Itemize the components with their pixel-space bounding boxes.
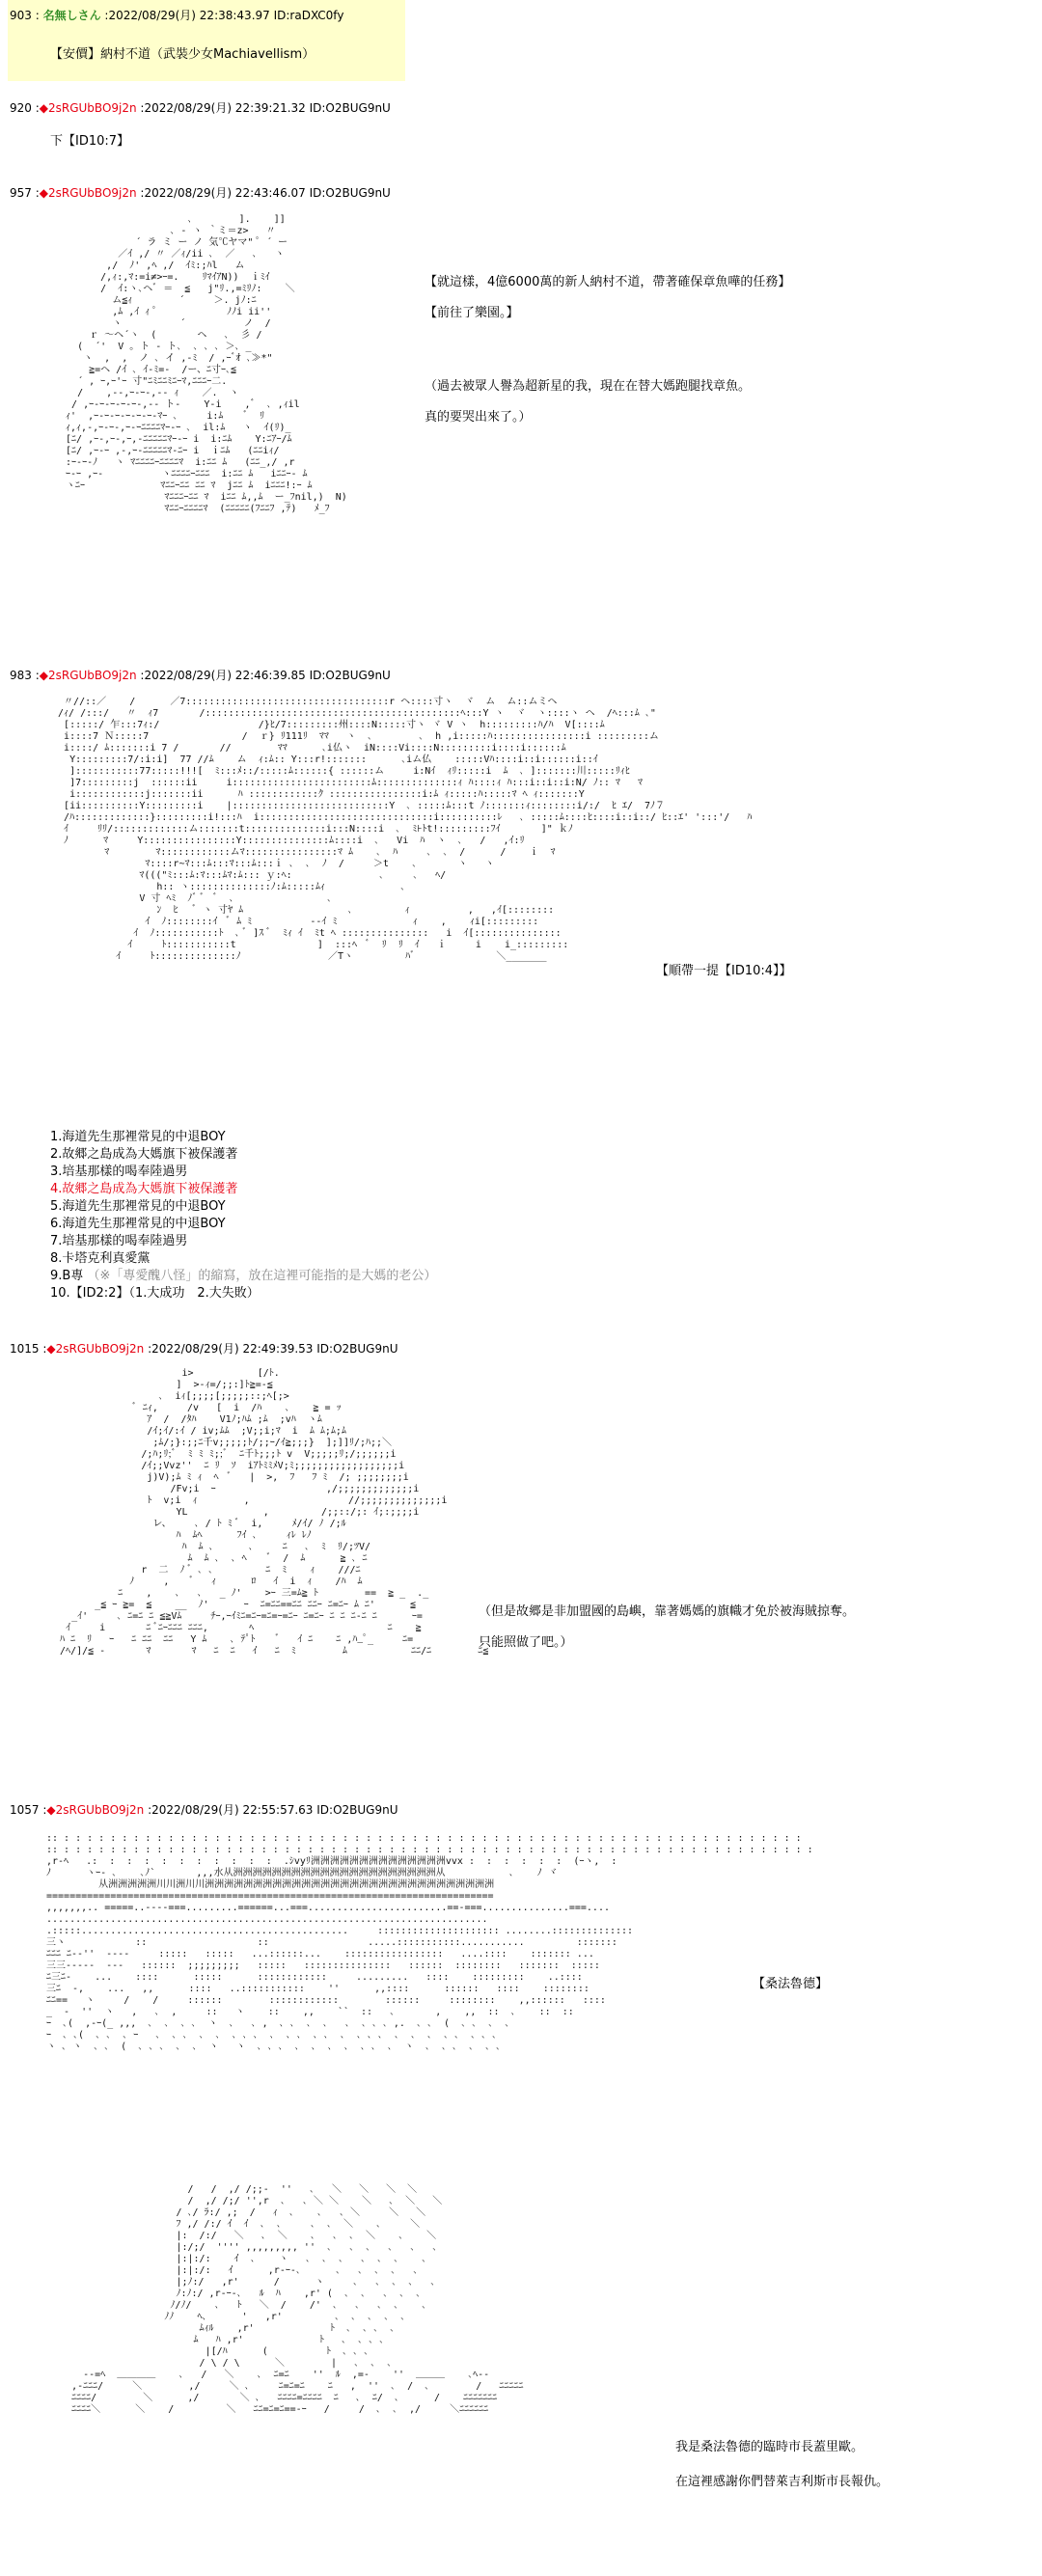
- post-body-903: 【安價】納村不道（武裝少女Machiavellism）: [50, 47, 315, 62]
- side-note: 【桑法魯德】: [753, 1977, 829, 1991]
- narration-line: （但是故郷是非加盟國的島嶼，靠著媽媽的旗幟才免於被海賊掠奪。: [479, 1604, 856, 1619]
- post-header-1057: 1057 :◆2sRGUbBO9j2n :2022/08/29(月) 22:55:57.63 ID:O2BUG9nU: [10, 1803, 398, 1817]
- list-item-note: （※「專愛醜八怪」的縮寫，放在這裡可能指的是大媽的老公）: [87, 1269, 437, 1283]
- post-meta: 2022/08/29(月) 22:55:57.63 ID:O2BUG9nU: [151, 1803, 398, 1817]
- post-number[interactable]: 920: [10, 101, 32, 115]
- post-header-957: 957 :◆2sRGUbBO9j2n :2022/08/29(月) 22:43:46.07 ID:O2BUG9nU: [10, 186, 391, 200]
- narration-line: 只能照做了吧。）: [479, 1635, 573, 1650]
- ascii-art-character: i> [/ﾄ. ] >-ｨ=/;;:]ﾄ≧=-≦ ､ iｨ[;;;;[;;;;;::;ﾍ[;> ﾞ ﾆｨ, /v [ i /ﾊ ､ ≧ = ｯ ｱ / /ﾀﾊ V1ﾉ;ﾊﾑ ;ﾑ ;vﾊ ヽﾑ /ｲ;ｲ/:ｲ / iv;ﾑﾑ ;V;;i;ﾏ i ﾑ ﾑ;ﾑ;ﾑ ;ﾑ/;}:;;ﾆ千v;;;;;ﾄ/;;ｰ/ｲ≧;;;} ];]]ﾘ/;ﾊ;;＼ /;ﾊ;ﾘ;ﾞ ﾐ ﾐ ﾐ;;ﾞ ﾆ千ﾄ;;;ﾄ v V;;;;;ﾘ;/;;;;;;i /ｲ;;Vvz'' ﾆ ﾘ ｿ iｱﾄﾐﾐﾒV;ﾐ;;;;;;;;;;;;;;;;;;i j)V);ﾑ ﾐ ｨ ﾍ ﾞ | >, ﾌ ﾌ ﾐ /; ;;;;;;;;i /Fv;i ｰ ,/;;;;;;;;;;;;;i ﾄ v;i ｨ , //;;;;;;;;;;;;;;i YL , /;;::/;: ｲ;:;;;;i レ、 ､ / ﾄ ﾐ ﾞ i, ﾒ/ｲ/ ﾉ /;ﾙ ﾊ ﾑﾍ ﾌｲ ､ ｨﾚ ﾚﾉ ﾊ ﾑ ､ ､ ﾆ ､ ﾐ ﾘ/;ﾂV/ ﾑ ﾑ ､ ､ ﾍ ﾞ / ﾑ ≧ ､ ﾆ r 二 ﾉ ﾞ ､ ､ ﾆ ﾐ ｨ ///ﾆ ﾉ , ﾞ ｨ ﾛ ｲ i ｨ /ﾊ ﾑ ﾆ , ､ ､ _ ﾉ' >ｰ 三=ﾑ≧ ﾄ == ≧ _ ._ _≦ ｰ ≧= ≦ __ ﾉ' ｰ ﾆ=ﾆﾆ==ﾆﾆ ﾆﾆｰ ﾆ=ﾆｰ ﾑ ﾆ' ≦ _ｲ' ､ ﾆ=ﾆ ﾆ ≦≧Vﾑ ﾁｰ,ｰｲﾐﾆ=ﾆｰ=ﾆ=ｰ=ﾆｰ ﾆ=ﾆｰ ﾆ ﾆ ﾆ-ﾆ ﾆ ｰ= ｲ i ﾆ ﾞﾆｰﾆﾆﾆ ﾆﾆﾆ, ﾍ ﾆ ≧ ﾊ ﾆ ﾘ ｰ ﾆ ﾆﾆ ﾆﾆ Y ﾑ ､ ﾃﾟﾄ ﾞ ｲ ﾆ ﾆ ,ﾊ_ﾟ_ ﾆ= /ﾍ/]/≦ - ﾏ ﾏ ﾆ ﾆ ｲ ﾆ ﾐ ﾑ ﾆﾆ/ﾆ ﾆ≦: [60, 1368, 489, 1657]
- dialogue-line: 在這裡感謝你們替萊吉利斯市長報仇。: [675, 2475, 890, 2489]
- post-number[interactable]: 1015: [10, 1342, 40, 1356]
- list-item-text: 9.B專: [50, 1269, 84, 1283]
- post-number[interactable]: 983: [10, 669, 32, 682]
- narration-line: 【就這樣，4億6000萬的新人納村不道，帶著確保章魚嘩的任務】: [425, 275, 791, 289]
- list-item: 7.培基那樣的喝奉陸過男: [50, 1234, 188, 1248]
- list-item-selected: 4.故郷之島成為大媽旗下被保護著: [50, 1182, 238, 1196]
- poster-trip[interactable]: 2sRGUbBO9j2n: [48, 669, 137, 682]
- ascii-art-cityscape: :: : : : : : : : : : : : : : : : : : : : : : : : : : : : : : : : : : : : : : : : : : : : : : : : : : : : : : : : : : : : : : : : : :: : : : : : : : : : : : : : : : : : : : : : : : : : : : : : : : : : : : : : : : : : : : : : : : : : : : : : : : : : : : : : : : : : ,r‐ﾍ .: : : : : : : : : : : .ｼvyﾘ洲洲洲洲洲洲洲洲洲洲洲洲洲洲vvx : : : : : : (ｰヽ, : ﾉ ヽｰ- ､ ､ﾉ` ,,,水从洲洲洲洲洲洲洲洲洲洲洲洲洲洲洲洲洲洲洲洲洲从 ､ ﾉ ヾ 从洲洲洲洲洲川川洲川川洲洲洲洲洲洲洲洲洲洲洲洲洲洲洲洲洲洲洲洲洲洲洲洲洲洲洲洲洲洲 ============================================================================= ,,,,,,,.. =====..----===.........======...===........................==-===...............===.... ............................................................................ .:::::.............................................. ::::::::::::::::::::: ........:::::::::::::: 三ヽ :: :: .....:::::::::::........... ::::::: ﾆﾆﾆ ﾆ--'' ---- ::::: ::::: ...::::::... ::::::::::::::::: ....:::: ::::::: ... 三三----- --- :::::: ;;;;;;;;; ::::: ::::::::::::::: :::::: :::::::: ::::::: ::::: ﾆ三ﾆ- ... :::: ::::: :::::::::::: ......... :::: ::::::::: ..:::: 三ﾆ -, ... ,, :::: ..::::::::::: '' ,,:::: :::::: :::: :::::::: ﾆﾆ== ヽ / / :::::: :::::::::::: :::::: :::::::: ,,:::::: :::: _ - '' ヽ , ､ , :: ヽ :: ,, `` :: ､ , ,, :: ､ :: :: ｰ ､( ,-ｰ(_ ,,, ､ ､ ､ ､ ヽ ､ ､ , ､ ､ ､ ､ ､ ､ ､ ､ ,. ､ ､ ( ､ ､ ､ ､ ｰ ､ ､( ､ ､ ､ ｰ ､ ､ ､ ､ ､ ､ ､ ､ ､ ､ ､ ､ ､ ､ ､ ､ ､ ､ ､ ､ ､ ､ ､ ､ ､ ヽ ､ ヽ ､ ､ ( ､ ､ ､ ､ ､ ヽ ヽ ､ ､ ､ ､ ､ ､ ､ ､ ､ ､ ヽ ､ ､ ､ ､ ､ ､: [46, 1833, 813, 2052]
- list-item: 3.培基那樣的喝奉陸過男: [50, 1165, 188, 1179]
- post-header-903: 903 : 名無しさん :2022/08/29(月) 22:38:43.97 ID:raDXC0fy: [10, 9, 344, 22]
- narration-line: 【前往了樂園。】: [425, 306, 519, 320]
- ascii-art-character: / / ,/ /;;- '' ､ ＼ ＼ ＼ ＼ / ,/ /;/ '',r ､ ､ ＼ ＼ ＼ ､ ＼ ＼ / ､/ ﾗ:/ ,; / ｨ ､ ､ ､ ＼ ＼ ＼ ﾌ ,/ /:/ ｲ ｲ ､ ､ ､ ､ ＼ ､ ＼ |: /:/ ＼ ､ ＼ ､ ､ ､ ＼ ､ ＼ |:/;/ '''' ,,,,,,,,, '' ､ ､ ､ ､ ､ ､ |:|:/: ｲ ､ ヽ ､ ､ ､ ､ ､ ､ ､ |:|:/: ｲ ,r-ｰ-､ ､ ､ ､ ､ ､ |;ﾉ:/ ,r' / ヽ ､ ､ ､ ､ ､ ﾉ:ﾉ:/ ,r-ｰ-､ ﾙ ﾊ ,r' ( ､ ､ ､ ､ ､ ﾉ/ﾉ/ ､ ﾄ ＼ / /' ､ ､ ､ ､ ､ ﾉﾉ ﾍ､ ' ,r' ､ ､ ､ ､ ､ ﾑｨﾙ ,r' ﾄ ､ ､ ､ ､ ﾑ ﾊ ,r' ﾄ ､ ､ ､ ､ |[/ﾊ ( ﾄ ､ ､ ､ / \ / \ ＼ | ､ ､ ､ --=ﾍ ＿＿＿＿ ､ / ＼ ､ ﾆ=ﾆ '' ﾙ ,=- '' ＿＿＿ ､ﾍ-- ,-ﾆﾆﾆ/ ＼ ,/ ＼ ､ ﾆ=ﾆ=ﾆ ﾆ , '' ､ / ､ / ﾆﾆﾆﾆﾆ ﾆﾆﾆﾆ/ ＼ ,/ ＼ ､ ﾆﾆﾆﾆ=ﾆﾆﾆﾆ ﾆ ､ ﾆ/ ､ / ﾆﾆﾆﾆﾆﾆﾆ ﾆﾆﾆﾆ＼ ＼ / ＼ ﾆﾆ=ﾆ=ﾆ==-ｰ / / ､ ､ ,/ ＼ﾆﾆﾆﾆﾆﾆ: [71, 2184, 524, 2415]
- choice-list: [50, 1129, 436, 1302]
- poster-trip[interactable]: 2sRGUbBO9j2n: [55, 1342, 145, 1356]
- post-body-920: 下【ID10:7】: [50, 134, 130, 149]
- list-item: 1.海道先生那裡常見的中退BOY: [50, 1130, 226, 1144]
- diamond-icon: ◆: [39, 669, 48, 682]
- post-number[interactable]: 903: [10, 9, 32, 22]
- side-note: 【順帶一提【ID10:4】】: [656, 964, 792, 978]
- ascii-art-character: ､ ]. ]] ､ - ヽ ｀ミ＝z> 〃 ´ ラ ミ ー ノ 気℃ヤマ" ﾟ ´ ー ／ｲ ,/ 〃 ／ｨ/ii ､ ／ ､ ヽ ,/ ﾉ' ,ﾍ ,/ ｲﾐ:;ﾊl ム /,ｨ:,ﾏ:=i≠>ｰ=. ﾘﾏｲｱN)) ｉﾐｲ / ｲ:ヽ､ヘﾞ ＝ ≦ j"ﾘ.,=ﾐﾘﾉ: ＼ ム≦ｨ ´ ＞. jﾉ:ﾆ ,ﾑ ,ｲ ｨ ﾟ ﾉﾉi ii'' ヽ ´ ノ / ｒ ～ヘ´ヽ ( ヘ ､ 彡 / ( ´' V ｡ ト - ト､ ､ ､ ､ ＞､ _ ヽ , , ノ ､ イ ,-ﾐ / ,ｰﾞｵ ､≫*" ≧=ヘ /ｲ ､ ｲ-ﾐ=- /ー、ﾆ寸ｰ､≦ ´ , ｰ,ｰ'ｰ 寸"ﾆﾐﾆﾆﾐﾆｰﾏ,ﾆﾆﾆｰ二. / ,--,ｰ-ｰ-,-- ｨ ／. ヽ / ,ｰ-ｰ-ｰ-ｰ-ｰ-,-- ト- Y-i ,ﾞ ､ ,ｨil ｨ' ,ｰ-ｰ-ｰ-ｰ-ｰ-ｰ-ﾏｰ ､ i:ﾑ ﾞ ﾘ ｨ,ｨ,-,ｰ-ｰ-,ｰ-ｰﾆﾆﾆﾆﾏｰ-ｰ ､ il:ﾑ ヽ ｲ(ﾘ)_ [ﾆ/ ,ｰ-,ｰ-,ｰ,-ﾆﾆﾆﾆﾆﾏｰ-ｰ i i:ﾆﾑ Y:ﾆｱｰ/ﾑ [ﾆ/ ,ｰ-ｰ ,-,ｰ-ﾆﾆﾆﾆﾆﾏ-ﾆｰ i ｉﾆﾑ (ﾆﾆiｨ/ :ｰ-ｰ-ﾉ ヽ ﾏﾆﾆﾆﾆｰﾆﾆﾆﾆﾏ i:ﾆﾆ ﾑ (ﾆﾆ_,/ ,r ｰ-ｰ ,ｰ- ヽﾆﾆﾆﾆｰﾆﾆﾆ i:ﾆﾆ ﾑ iﾆﾆｰ- ﾑ ヽﾆｰ ﾏﾆﾆｰﾆﾆ ﾆﾆ ﾏ jﾆﾆ ﾑ iﾆﾆﾆ!:ｰ ﾑ ﾏﾆﾆﾆｰﾆﾆ ﾏ iﾆﾆ ﾑ,,ﾑ ー_ﾌnil,) N) ﾏﾆﾆｰﾆﾆﾆﾆﾏ (ﾆﾆﾆﾆﾆ(ﾌﾆﾆﾌ ,ﾃ) ﾒ_ﾌ: [66, 214, 347, 514]
- diamond-icon: ◆: [39, 101, 48, 115]
- ascii-art-character: 〃//::／ / ／7:::::::::::::::::::::::::::::::::::r ヘ::::寸ヽ ヾ ム ム::ムミヘ /ｨ/ /:::/ 〃 ｨ7 /::::::::::::::::::::::::::::::::::::::::::::ﾍ:::Y ヽ ヾ ヽ::::ヽ ヘ /ﾍ:::ﾑ ､" [:::::/ 乍:::7ｨ:/ /}ﾋ/7:::::::::州::::N:::::寸ヽ ヾ V ヽ h:::::::::ﾊ/ﾊ V[::::ﾑ i::::7 Ｎ:::::7 / ｒ} ﾘ111ﾘ ﾏﾏ ヽ ､ ､ h ,i:::::ﾊ::::::::::::::::i :::::::::ム i::::/ ﾑ:::::::i 7 / // ﾏﾏ ､i仏ヽ iN::::Vi::::N:::::::::i::::i::::::ﾑ Y:::::::::7/:i:i] 77 //ﾑ ム ｨ:ﾑ:: Y:::r!::::::: ､iム仏 :::::Vﾊ::::i::i::::::i::ｲ ]:::::::::::77:::::!!![ ﾐ:::ﾒ::/:::::ﾑ::::::{ ::::::ム i:Nｲ ｨﾘ:::::i ﾑ ､ ]:::::::川:::::ﾘｨﾋ ]7:::::::::j ::::::ii i::::::::::::::::::::::::ﾑ::::::::::::::ｨ ﾊ::::ｨ ﾊ:::i::i::i:N/ ﾉ:: ﾏ ﾏ i::::::::::::j:::::::ii ﾊ ::::::::::::ｸ ::::::::::::::::i:ﾑ ｨ:::::ﾊ:::::ﾏ ﾍ ｨ:::::::Y [ii::::::::::Y:::::::::i |:::::::::::::::::::::::::::Y ､ :::::ﾑ:::t ﾉ:::::::ｨ::::::::i/:/ ﾋ ｴ/ 7ﾉ７ /ﾊ:::::::::::::}:::::::::i!:::ﾊ i::::::::::::::::::::::::::::::i::::::::::ﾚ ､ :::::ﾑ::::ﾋ::::i::i::/ ﾋ::ｴ' ':::'/ ﾊ ｲ ﾘﾘ/:::::::::::::ム:::::::t::::::::::::::i:::N::::i ､ ﾐ⊦ﾄt!:::::::::ﾌｲ ]" ｋﾉ ﾉ ﾏ Y::::::::::::::::Y:::::::::::::::ﾑ::::i ､ Vi ﾊ ヽ ､ / ,ｲ:ﾘ ﾏ ﾏ::::::::::::ムﾏ::::::::::::::::ﾏ ﾑ ､ ﾊ ､ ､ / / ｉ ﾏ ﾏ::::r~ﾏ:::ﾑ:::ﾏ:::ﾑ:::ｉ ､ ､ ﾉ / ＞t ､ ヽ ヽ ﾏ((("ﾐ:::ﾑ:ﾏ:::ﾑﾏ:ﾑ::: ｙ:ﾍ: ､ ､ ﾍ/ h:: ヽ::::::::::::::ﾉ:ﾑ:::::ﾑｨ ､ V 寸 ﾍﾐ ﾉﾞ ﾞ ﾞ ､ ､ ﾝ ﾋ ﾞ ヽ 寸ﾔ ﾑ ､ ｨ , ,ｲ[:::::::: ｲ ﾉ::::::::ｲ ﾞ ﾑ ﾐ --ｲ ﾐ ｨ , ｨi[::::::::: ｲ ﾉ:::::::::::ﾄ ､ ﾞ ]ｽ ﾞ ﾐｨ ｲ ﾐt ﾍ ::::::::::::::: i ｲ[::::::::::::::: ｲ ﾄ:::::::::::t ] :::ﾍ ﾞ ﾘ ﾘ ｲ ｉ i i_::::::::: ｲ ﾄ::::::::::::::ﾉ ／Tヽ ﾊﾞ ＼_______: [58, 697, 753, 962]
- narration-line: （過去被眾人譽為超新星的我，現在在替大媽跑腿找章魚。: [425, 379, 752, 394]
- dialogue-line: 我是桑法魯德的臨時市長蓋里歐。: [675, 2440, 864, 2454]
- list-item: 5.海道先生那裡常見的中退BOY: [50, 1199, 226, 1214]
- poster-name[interactable]: 名無しさん: [42, 9, 101, 22]
- post-meta: 2022/08/29(月) 22:38:43.97 ID:raDXC0fy: [108, 9, 344, 22]
- post-meta: 2022/08/29(月) 22:46:39.85 ID:O2BUG9nU: [144, 669, 391, 682]
- narration-line: 真的要哭出來了。）: [425, 410, 532, 425]
- poster-trip[interactable]: 2sRGUbBO9j2n: [55, 1803, 145, 1817]
- post-meta: 2022/08/29(月) 22:39:21.32 ID:O2BUG9nU: [144, 101, 391, 115]
- list-item: 10.【ID2:2】（1.大成功 2.大失敗）: [50, 1286, 260, 1301]
- list-item: 8.卡塔克利真愛黨: [50, 1251, 151, 1266]
- post-meta: 2022/08/29(月) 22:49:39.53 ID:O2BUG9nU: [151, 1342, 398, 1356]
- list-item: 2.故郷之島成為大媽旗下被保護著: [50, 1147, 238, 1162]
- post-header-983: 983 :◆2sRGUbBO9j2n :2022/08/29(月) 22:46:39.85 ID:O2BUG9nU: [10, 669, 391, 682]
- list-item: [50, 1268, 436, 1285]
- list-item: 6.海道先生那裡常見的中退BOY: [50, 1217, 226, 1231]
- diamond-icon: ◆: [46, 1803, 56, 1817]
- poster-trip[interactable]: 2sRGUbBO9j2n: [48, 101, 137, 115]
- post-meta: 2022/08/29(月) 22:43:46.07 ID:O2BUG9nU: [144, 186, 391, 200]
- post-header-1015: 1015 :◆2sRGUbBO9j2n :2022/08/29(月) 22:49:39.53 ID:O2BUG9nU: [10, 1342, 398, 1356]
- poster-trip[interactable]: 2sRGUbBO9j2n: [48, 186, 137, 200]
- post-number[interactable]: 957: [10, 186, 32, 200]
- post-number[interactable]: 1057: [10, 1803, 40, 1817]
- diamond-icon: ◆: [46, 1342, 56, 1356]
- diamond-icon: ◆: [39, 186, 48, 200]
- post-header-920: 920 :◆2sRGUbBO9j2n :2022/08/29(月) 22:39:21.32 ID:O2BUG9nU: [10, 101, 391, 115]
